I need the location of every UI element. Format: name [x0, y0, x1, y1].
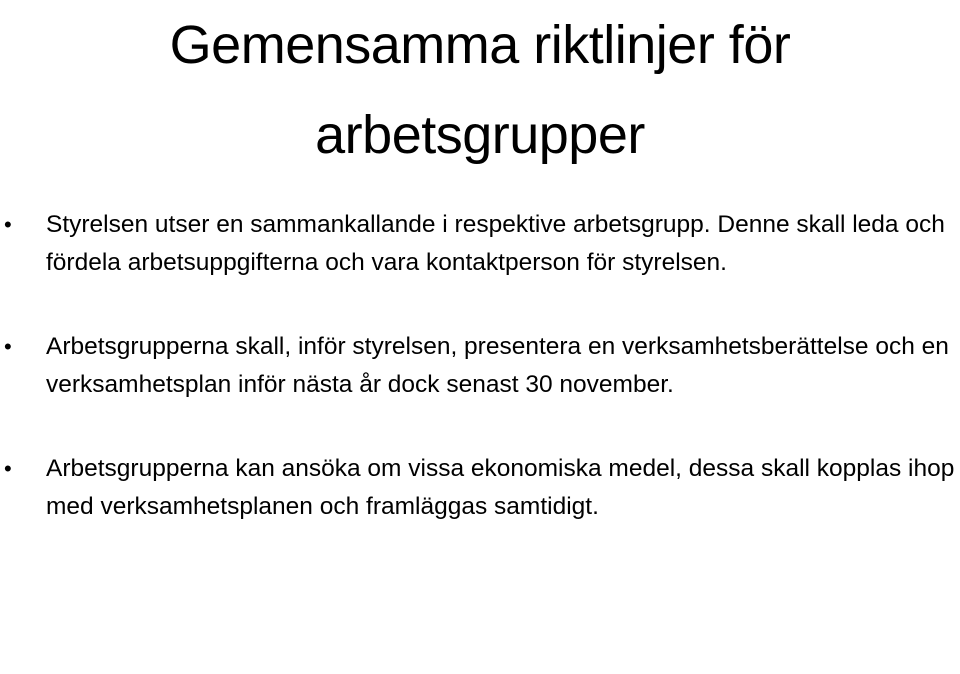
slide-title: Gemensamma riktlinjer för arbetsgrupper: [169, 15, 791, 165]
bullet-list: [0, 206, 960, 572]
bullet-item: [0, 206, 960, 282]
bullet-item: [0, 450, 960, 526]
bullet-icon: •: [4, 212, 12, 237]
bullet-text: Arbetsgrupperna kan ansöka om vissa ekonomiska medel, dessa skall kopplas ihop med verksamhetsplanen och framläggas samtidigt.: [46, 455, 955, 520]
bullet-icon: •: [4, 456, 12, 481]
bullet-icon: •: [4, 334, 12, 359]
bullet-text: Arbetsgrupperna skall, inför styrelsen, presentera en verksamhetsberättelse och en verksamhetsplan inför nästa år dock senast 30 november.: [46, 333, 949, 398]
bullet-text: Styrelsen utser en sammankallande i respektive arbetsgrupp. Denne skall leda och fördela arbetsuppgifterna och vara kontaktperson för styrelsen.: [46, 211, 945, 276]
bullet-item: [0, 328, 960, 404]
